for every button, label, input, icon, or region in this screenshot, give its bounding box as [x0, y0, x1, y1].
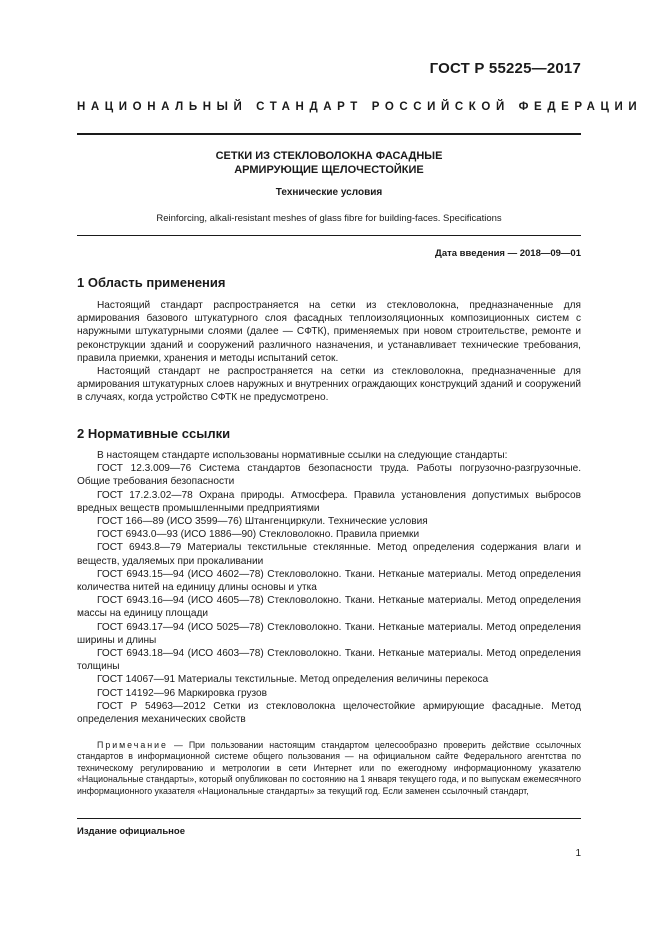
reference-item: ГОСТ 6943.15—94 (ИСО 4602—78) Стекловолокно. Ткани. Нетканые материалы. Метод определения количества нитей на единицу длины основы и утка — [77, 568, 581, 594]
title-line-2: АРМИРУЮЩИЕ ЩЕЛОЧЕСТОЙКИЕ — [234, 164, 424, 176]
document-title — [77, 149, 581, 177]
reference-item: ГОСТ 6943.18—94 (ИСО 4603—78) Стекловолокно. Ткани. Нетканые материалы. Метод определения толщины — [77, 648, 581, 673]
note-label: Примечание — [97, 740, 168, 750]
header-rule — [77, 133, 581, 135]
footer-rule — [77, 818, 581, 819]
title-rule — [77, 235, 581, 236]
reference-item: ГОСТ 6943.17—94 (ИСО 5025—78) Стекловолокно. Ткани. Нетканые материалы. Метод определения ширины и длины — [77, 621, 581, 646]
document-code: ГОСТ Р 55225—2017 — [429, 60, 581, 77]
title-line-1: СЕТКИ ИЗ СТЕКЛОВОЛОКНА ФАСАДНЫЕ — [215, 150, 443, 162]
official-edition-label: Издание официальное — [77, 826, 185, 837]
section-2-body — [77, 449, 581, 726]
page-number: 1 — [575, 848, 581, 859]
reference-item: ГОСТ 17.2.3.02—78 Охрана природы. Атмосфера. Правила установления допустимых выбросов вредных веществ промышленными предприятиями — [77, 489, 581, 514]
reference-item: ГОСТ 6943.16—94 (ИСО 4605—78) Стекловолокно. Ткани. Нетканые материалы. Метод определения массы на единицу площади — [77, 595, 581, 620]
section-1-heading: 1 Область применения — [77, 275, 226, 290]
reference-item: ГОСТ 14192—96 Маркировка грузов — [97, 687, 268, 699]
document-subtitle: Технические условия — [275, 187, 383, 198]
reference-item: ГОСТ 6943.0—93 (ИСО 1886—90) Стекловолокно. Правила приемки — [97, 529, 420, 541]
section-1-paragraph: Настоящий стандарт не распространяется на сетки из стекловолокна, предназначенные для армирования штукатурных слоев наружных и внутренних ограждающих конструкций зданий и сооружений в случаях, когда устройство СФТК не предусмотрено. — [77, 366, 581, 404]
note-text: — При пользовании настоящим стандартом целесообразно проверить действие ссылочных стандартов в информационной системе общего пользования — на официальном сайте Федерального агентства по техническому регулированию и метрологии в сети Интернет или по ежегодному информационному указателю «Национальные стандарты», который опубликован по состоянию на 1 января текущего года, и по выпускам ежемесячного информационного указателя «Национальные стандарты» за текущий год. Если заменен ссылочный стандарт, — [77, 740, 581, 796]
introduction-date: Дата введения — 2018—09—01 — [435, 248, 581, 259]
reference-item: ГОСТ 6943.8—79 Материалы текстильные стеклянные. Метод определения содержания влаги и веществ, удаляемых при прокаливании — [77, 542, 581, 567]
english-title: Reinforcing, alkali-resistant meshes of glass fibre for building-faces. Specifications — [156, 213, 502, 224]
section-1-body — [77, 299, 581, 405]
reference-item: ГОСТ 166—89 (ИСО 3599—76) Штангенциркули. Технические условия — [97, 516, 428, 528]
section-2-intro: В настоящем стандарте использованы нормативные ссылки на следующие стандарты: — [97, 450, 508, 461]
section-2-note — [77, 740, 581, 797]
reference-item: ГОСТ Р 54963—2012 Сетки из стекловолокна щелочестойкие армирующие фасадные. Метод определения механических свойств — [77, 700, 581, 726]
section-2-heading: 2 Нормативные ссылки — [77, 426, 231, 441]
reference-item: ГОСТ 12.3.009—76 Система стандартов безопасности труда. Работы погрузочно-разгрузочные. Общие требования безопасности — [77, 463, 581, 488]
section-1-paragraph: Настоящий стандарт распространяется на сетки из стекловолокна, предназначенные для армирования базового штукатурного слоя фасадных теплоизоляционных композиционных систем с наружными штукатурными слоями (далее — СФТК), применяемых при новом строительстве, ремонте и реконструкции зданий и сооружений различного назначения, и устанавливает технические требования, правила приемки, хранения и методы испытаний сеток. — [77, 300, 581, 364]
reference-item: ГОСТ 14067—91 Материалы текстильные. Метод определения величины перекоса — [97, 674, 489, 686]
national-standard-banner: НАЦИОНАЛЬНЫЙ СТАНДАРТ РОССИЙСКОЙ ФЕДЕРАЦИИ — [77, 101, 643, 113]
